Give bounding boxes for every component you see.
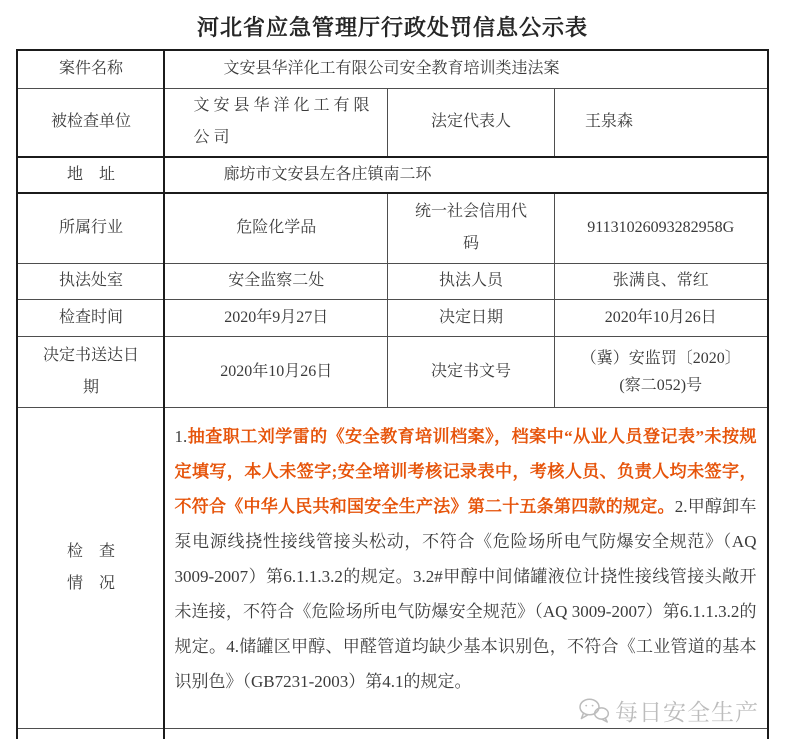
wechat-icon [578, 697, 610, 724]
address-value: 廊坊市文安县左各庄镇南二环 [164, 157, 767, 193]
row-case-name [17, 50, 767, 88]
findings-value [164, 407, 767, 728]
doc-number-line2: (察二052)号 [619, 376, 703, 394]
row-next-partial [17, 728, 767, 739]
next-row-value-cell [164, 728, 767, 739]
next-row-label-cell [17, 728, 164, 739]
legal-representative-value: 王泉森 [554, 88, 767, 157]
row-findings [17, 407, 767, 728]
findings-rest-text: 2.甲醇卸车泵电源线挠性接线管接头松动，不符合《危险场所电气防爆安全规范》（AQ 3009-2007）第6.1.1.3.2的规定。3.2#甲醇中间储罐液位计挠性接线管接头敞开未连接，不符合《危险场所电气防爆安全规范》（AQ 3009-2007）第6.1.1.3.2的规定。4.储罐区甲醇、甲醛管道均缺少基本识别色，不符合《工业管道的基本识别色》（GB7231-2003）第4.1的规定。 [174, 496, 757, 691]
delivery-date-label: 决定书送达日期 [17, 336, 164, 407]
case-name-label: 案件名称 [17, 50, 164, 88]
inspected-unit-label: 被检查单位 [17, 88, 164, 157]
row-delivery-date [17, 336, 767, 407]
watermark-label: 每日安全生产 [615, 700, 759, 725]
row-inspected-unit [17, 88, 767, 157]
decision-date-label: 决定日期 [387, 299, 554, 336]
inspect-time-label: 检查时间 [17, 299, 164, 336]
penalty-info-table [16, 49, 768, 739]
law-staff-value: 张满良、常红 [554, 263, 767, 299]
row-inspect-time [17, 299, 767, 336]
inspected-unit-value: 文安县华洋化工有限公司 [164, 88, 387, 157]
row-industry [17, 193, 767, 263]
law-staff-label: 执法人员 [387, 263, 554, 299]
industry-label: 所属行业 [17, 193, 164, 263]
row-address [17, 157, 767, 193]
decision-date-value: 2020年10月26日 [554, 299, 767, 336]
doc-number-value [554, 336, 767, 407]
findings-seq1: 1. [174, 426, 188, 446]
case-name-value: 文安县华洋化工有限公司安全教育培训类违法案 [164, 50, 767, 88]
doc-number-line1: （冀）安监罚〔2020〕 [580, 349, 741, 367]
findings-paragraph [174, 419, 756, 699]
doc-number-label: 决定书文号 [387, 336, 554, 407]
legal-representative-label: 法定代表人 [387, 88, 554, 157]
findings-label-line1: 检 查 [66, 542, 115, 560]
credit-code-label: 统一社会信用代码 [387, 193, 554, 263]
industry-value: 危险化学品 [164, 193, 387, 263]
delivery-date-value: 2020年10月26日 [164, 336, 387, 407]
findings-label-line2: 情 况 [66, 574, 115, 592]
page-title: 河北省应急管理厅行政处罚信息公示表 [196, 15, 588, 40]
row-law-office [17, 263, 767, 299]
inspect-time-value: 2020年9月27日 [164, 299, 387, 336]
findings-highlight-text: 抽查职工刘学雷的《安全教育培训档案》，档案中“从业人员登记表”未按规定填写，本人未签字;安全培训考核记录表中，考核人员、负责人均未签字，不符合《中华人民共和国安全生产法》第二十五条第四款的规定。 [174, 426, 757, 516]
findings-label [17, 407, 164, 728]
credit-code-value: 91131026093282958G [554, 193, 767, 263]
law-office-value: 安全监察二处 [164, 263, 387, 299]
address-label: 地 址 [17, 157, 164, 193]
law-office-label: 执法处室 [17, 263, 164, 299]
wechat-watermark [578, 694, 759, 727]
